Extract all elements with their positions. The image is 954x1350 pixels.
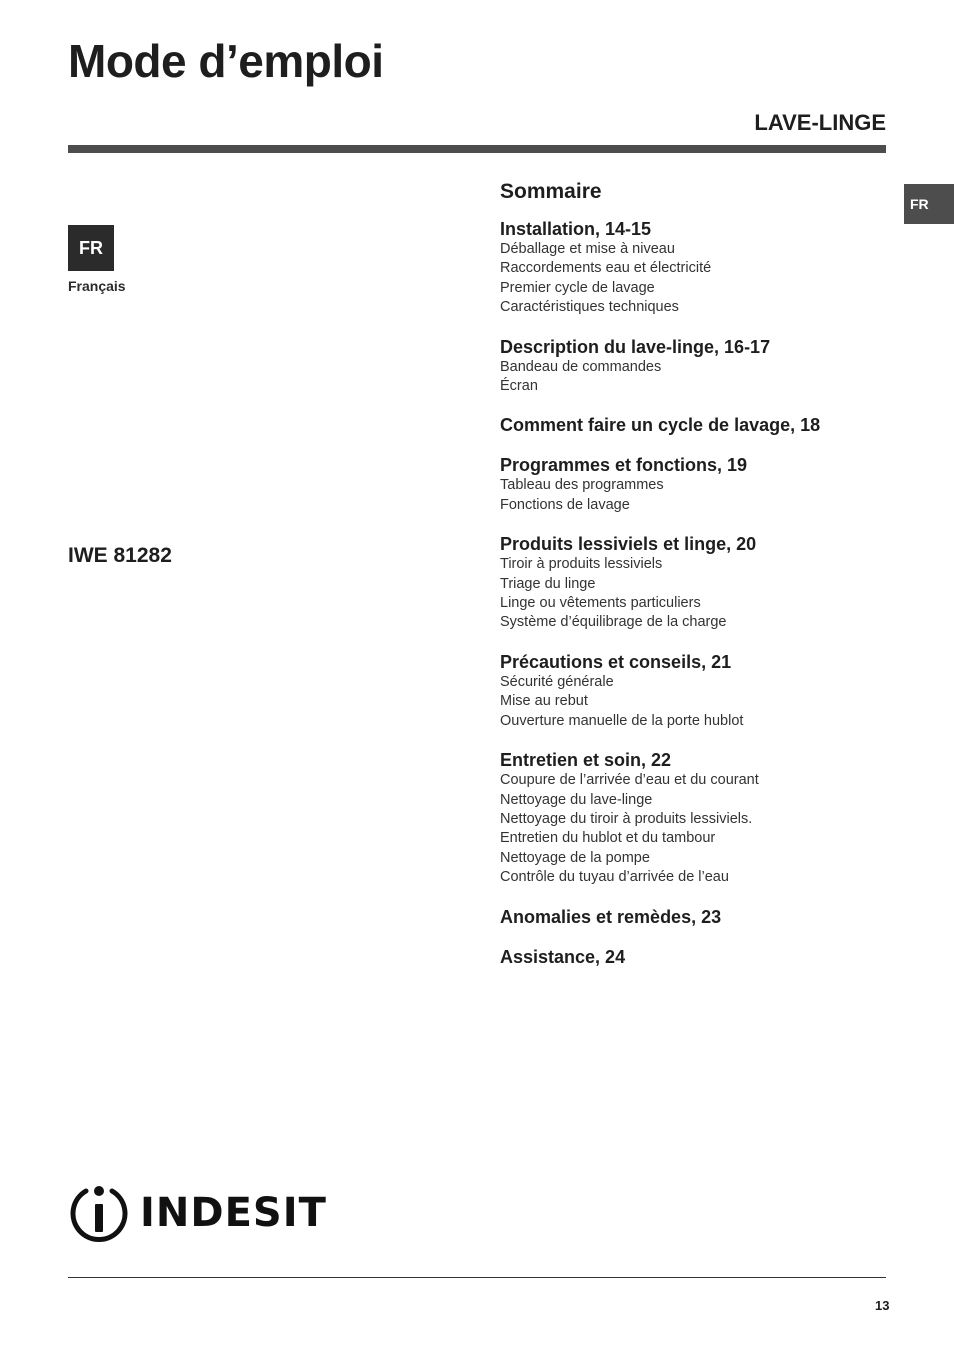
footer-divider	[68, 1277, 886, 1278]
language-side-tab: FR	[904, 184, 954, 224]
toc-item: Nettoyage du tiroir à produits lessiviels.	[500, 810, 753, 827]
product-type: LAVE-LINGE	[754, 110, 886, 135]
toc-section	[500, 749, 900, 887]
toc-item: Fonctions de lavage	[500, 496, 630, 513]
toc-item: Coupure de l’arrivée d’eau et du courant	[500, 772, 759, 789]
language-badge: FR	[68, 225, 114, 271]
toc-section	[500, 651, 900, 731]
page-title: Mode d’emploi	[68, 35, 384, 87]
toc-item: Tableau des programmes	[500, 477, 664, 494]
model-number: IWE 81282	[68, 544, 172, 567]
toc-item: Bandeau de commandes	[500, 358, 662, 375]
toc-item: Contrôle du tuyau d’arrivée de l’eau	[500, 869, 729, 886]
brand-logo	[68, 1182, 327, 1244]
table-of-contents	[500, 180, 900, 986]
toc-item: Ouverture manuelle de la porte hublot	[500, 712, 744, 729]
toc-section	[500, 218, 900, 318]
toc-section-title: Assistance, 24	[500, 946, 626, 967]
toc-section-title: Programmes et fonctions, 19	[500, 455, 748, 476]
toc-item: Déballage et mise à niveau	[500, 241, 675, 257]
toc-item: Entretien du hublot et du tambour	[500, 830, 716, 847]
indesit-logo-icon	[68, 1182, 130, 1244]
toc-item: Sécurité générale	[500, 673, 614, 690]
toc-item: Triage du linge	[500, 575, 596, 592]
toc-item: Tiroir à produits lessiviels	[500, 556, 663, 573]
toc-section-title: Comment faire un cycle de lavage, 18	[500, 415, 821, 436]
toc-section-title: Produits lessiviels et linge, 20	[500, 534, 757, 555]
toc-section-title: Entretien et soin, 22	[500, 750, 672, 771]
page-number: 13	[875, 1298, 890, 1313]
header-divider	[68, 145, 886, 153]
toc-item: Écran	[500, 378, 538, 395]
toc-section-title: Description du lave-linge, 16-17	[500, 336, 771, 357]
toc-section-title: Anomalies et remèdes, 23	[500, 906, 722, 927]
toc-item: Caractéristiques techniques	[500, 299, 679, 316]
brand-name: INDESIT	[140, 1190, 327, 1236]
toc-item: Système d’équilibrage de la charge	[500, 614, 727, 631]
toc-section	[500, 906, 900, 928]
toc-item: Premier cycle de lavage	[500, 279, 655, 296]
toc-section	[500, 454, 900, 515]
language-label: Français	[68, 278, 126, 294]
toc-section	[500, 414, 900, 436]
toc-section-title: Installation, 14-15	[500, 219, 652, 239]
toc-section	[500, 946, 900, 968]
toc-item: Nettoyage de la pompe	[500, 849, 650, 866]
toc-item: Nettoyage du lave-linge	[500, 791, 653, 808]
toc-section	[500, 336, 900, 397]
toc-sections	[500, 218, 900, 968]
toc-item: Raccordements eau et électricité	[500, 260, 712, 277]
toc-heading: Sommaire	[500, 180, 602, 203]
toc-item: Mise au rebut	[500, 693, 588, 710]
toc-item: Linge ou vêtements particuliers	[500, 595, 701, 612]
toc-section-title: Précautions et conseils, 21	[500, 651, 732, 672]
toc-section	[500, 533, 900, 633]
